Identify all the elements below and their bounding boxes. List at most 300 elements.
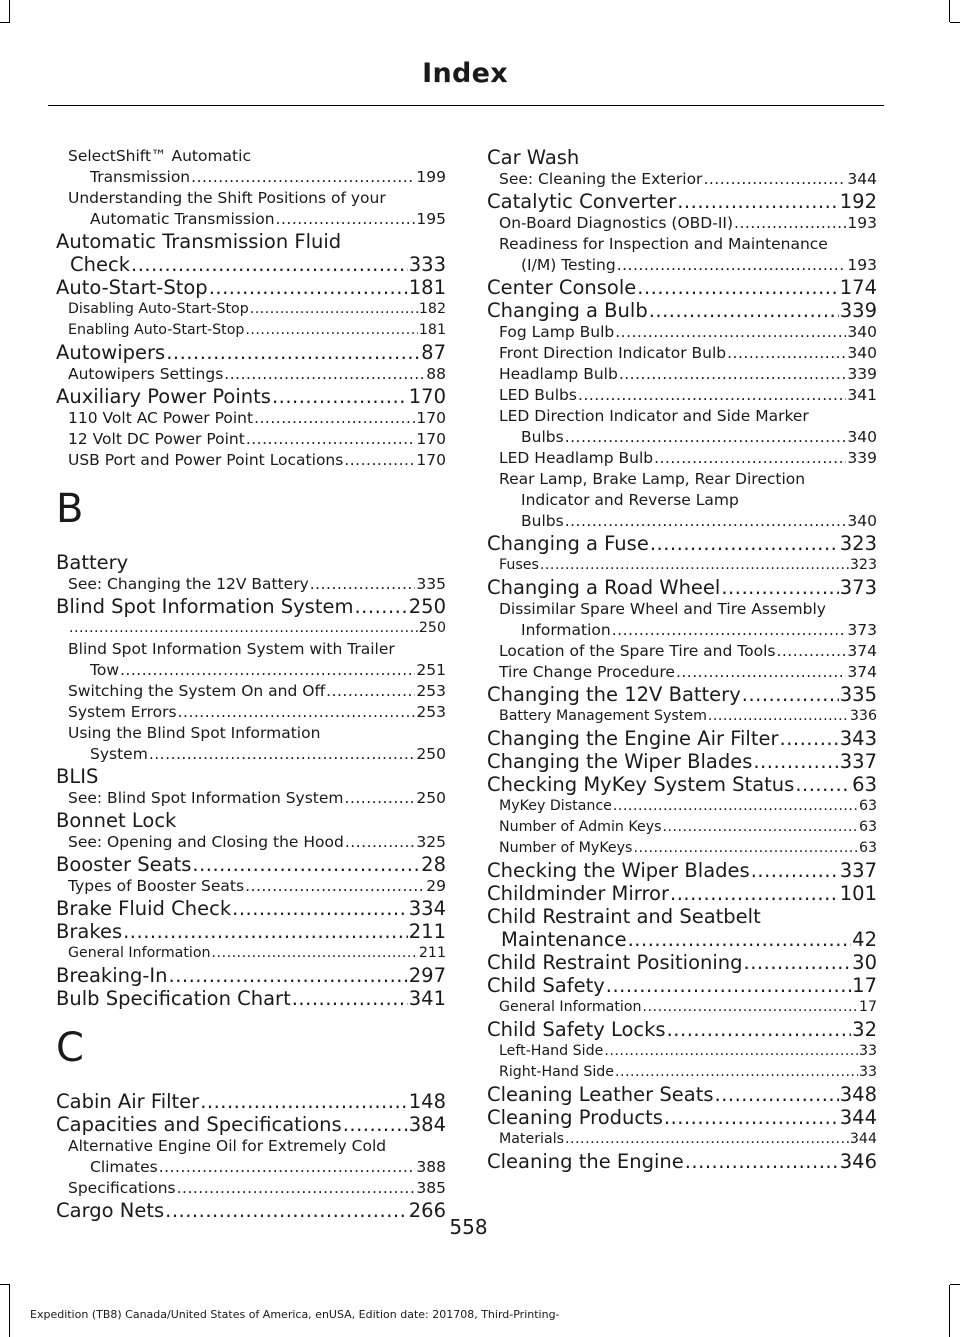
index-entry-text: General Information xyxy=(499,999,642,1015)
dot-leader xyxy=(343,1113,408,1136)
index-main-entry xyxy=(487,773,877,796)
dot-leader xyxy=(540,555,849,576)
dot-leader xyxy=(209,276,408,299)
index-entry-line xyxy=(487,1106,877,1129)
index-page-number: 323 xyxy=(839,532,877,555)
index-entry-text: Fuses xyxy=(499,557,539,573)
index-page-number: 63 xyxy=(852,773,877,796)
dot-leader xyxy=(250,299,418,320)
index-entry-line xyxy=(487,1150,877,1173)
dot-leader xyxy=(344,450,415,471)
index-sub-entry xyxy=(56,364,446,385)
index-page-number: 335 xyxy=(839,683,877,706)
index-entry-line xyxy=(68,1178,446,1199)
index-entry-text: Maintenance xyxy=(501,928,627,951)
index-main-entry xyxy=(487,905,877,951)
index-entry-line xyxy=(68,876,446,897)
index-entry-line xyxy=(499,817,877,838)
dot-leader xyxy=(565,511,847,532)
dot-leader xyxy=(795,773,851,796)
index-entry-text: Changing a Bulb xyxy=(487,299,648,322)
crop-mark xyxy=(9,1285,10,1337)
index-sub-entry xyxy=(56,1178,446,1199)
index-entry-text: Enabling Auto-Start-Stop xyxy=(68,322,245,338)
index-entry-text: Autowipers Settings xyxy=(68,365,224,383)
index-sub-entry xyxy=(487,817,877,838)
index-sub-entry xyxy=(487,1129,877,1150)
index-main-entry xyxy=(487,859,877,882)
dot-leader xyxy=(212,943,418,964)
crop-mark xyxy=(949,1285,950,1337)
index-section-letter: C xyxy=(56,1025,84,1071)
index-page-number: 87 xyxy=(421,341,446,364)
index-page-number: 17 xyxy=(852,974,877,997)
index-entry-line xyxy=(68,744,446,765)
index-sub-entry xyxy=(487,364,877,385)
index-page-number: 374 xyxy=(847,642,877,660)
index-entry-text: Automatic Transmission Fluid xyxy=(56,230,342,253)
index-entry-text: Alternative Engine Oil for Extremely Cold xyxy=(68,1137,387,1155)
index-main-entry xyxy=(487,1083,877,1106)
index-main-entry xyxy=(56,385,446,408)
index-page-number: 266 xyxy=(408,1199,446,1222)
index-page-number: 63 xyxy=(858,840,877,856)
dot-leader xyxy=(178,702,416,723)
index-entry-text: SelectShift™ Automatic xyxy=(68,147,251,165)
index-entry-text: Brake Fluid Check xyxy=(56,897,232,920)
index-entry-text: LED Direction Indicator and Side Marker xyxy=(499,407,809,425)
index-sub-entry xyxy=(487,641,877,662)
index-sub-entry xyxy=(487,322,877,343)
index-entry-line xyxy=(487,532,877,555)
index-sub-entry xyxy=(56,788,446,809)
index-main-entry xyxy=(56,964,446,987)
index-entry-text: Cleaning the Engine xyxy=(487,1150,684,1173)
index-entry-text: Cabin Air Filter xyxy=(56,1090,200,1113)
index-entry-text: Fog Lamp Bulb xyxy=(499,323,615,341)
dot-leader xyxy=(676,662,846,683)
index-entry-text: Materials xyxy=(499,1131,565,1147)
dot-leader xyxy=(649,299,839,322)
index-sub-entry xyxy=(56,450,446,471)
index-entry-text: Check xyxy=(70,253,130,276)
index-entry-line xyxy=(68,660,446,681)
dot-leader xyxy=(120,660,415,681)
index-entry-line xyxy=(68,681,446,702)
index-page-number: 88 xyxy=(426,365,446,383)
index-column-left xyxy=(56,146,446,1222)
index-entry-line xyxy=(499,555,877,576)
index-page-number: 30 xyxy=(852,951,877,974)
dot-leader xyxy=(246,429,416,450)
index-main-entry xyxy=(56,897,446,920)
index-entry-text: Cleaning Products xyxy=(487,1106,663,1129)
index-entry-line xyxy=(487,276,877,299)
index-page-number: 170 xyxy=(416,409,446,427)
index-entry-text: Blind Spot Information System with Trailer xyxy=(68,640,395,658)
dot-leader xyxy=(565,427,847,448)
index-page-number: 340 xyxy=(847,428,877,446)
index-entry-text: See: Opening and Closing the Hood xyxy=(68,833,344,851)
index-entry-text: Rear Lamp, Brake Lamp, Rear Direction xyxy=(499,470,806,488)
index-entry-text: MyKey Distance xyxy=(499,798,612,814)
index-entry-text: Understanding the Shift Positions of your xyxy=(68,189,386,207)
index-entry-line xyxy=(499,448,877,469)
index-entry-text: See: Changing the 12V Battery xyxy=(68,575,309,593)
index-sub-entry xyxy=(487,599,877,641)
index-entry-text: Changing a Fuse xyxy=(487,532,649,555)
index-sub-entry xyxy=(56,618,446,639)
index-entry-text: Location of the Spare Tire and Tools xyxy=(499,642,776,660)
index-heading: Bonnet Lock xyxy=(56,809,177,832)
index-main-entry xyxy=(487,750,877,773)
index-sub-entry xyxy=(56,943,446,964)
index-entry-text: Blind Spot Information System xyxy=(56,595,354,618)
dot-leader xyxy=(677,190,839,213)
index-entry-line xyxy=(68,299,446,320)
index-sub-entry xyxy=(56,574,446,595)
index-sub-entry xyxy=(56,146,446,188)
index-entry-line xyxy=(487,882,877,905)
index-entry-text: Cleaning Leather Seats xyxy=(487,1083,714,1106)
index-page-number: 339 xyxy=(847,365,877,383)
dot-leader xyxy=(613,796,858,817)
index-entry-line xyxy=(499,364,877,385)
index-heading: Battery xyxy=(56,551,129,574)
index-page-number: 170 xyxy=(416,451,446,469)
index-main-entry xyxy=(56,920,446,943)
index-entry-line xyxy=(56,853,446,876)
dot-leader xyxy=(354,595,407,618)
crop-mark xyxy=(949,0,950,22)
index-page-number: 193 xyxy=(847,214,877,232)
index-page-number: 251 xyxy=(416,661,446,679)
index-page-number: 32 xyxy=(852,1018,877,1041)
index-entry-line xyxy=(487,1018,877,1041)
dot-leader xyxy=(192,853,420,876)
index-entry-line xyxy=(499,838,877,859)
index-sub-entry xyxy=(56,408,446,429)
index-entry-line xyxy=(499,322,877,343)
index-entry-line xyxy=(68,832,446,853)
index-main-entry xyxy=(56,595,446,618)
dot-leader xyxy=(310,574,416,595)
index-sub-entry xyxy=(56,1136,446,1178)
index-entry-line xyxy=(487,951,877,974)
dot-leader xyxy=(703,169,846,190)
dot-leader xyxy=(670,882,839,905)
index-main-entry xyxy=(487,299,877,322)
index-sub-entry xyxy=(487,448,877,469)
index-entry-line xyxy=(487,727,877,750)
dot-leader xyxy=(628,928,852,951)
index-entry-text: Specifications xyxy=(68,1179,176,1197)
index-page-number: 199 xyxy=(416,168,446,186)
index-entry-line xyxy=(487,974,877,997)
index-entry-line xyxy=(487,683,877,706)
dot-leader xyxy=(232,897,408,920)
index-entry-line xyxy=(499,1129,877,1150)
index-entry-text: Types of Booster Seats xyxy=(68,877,245,895)
index-page-number: 17 xyxy=(858,999,877,1015)
index-entry-line xyxy=(499,641,877,662)
dot-leader xyxy=(742,683,839,706)
index-sub-entry xyxy=(487,469,877,532)
index-entry-text: Dissimilar Spare Wheel and Tire Assembly xyxy=(499,600,826,618)
index-main-entry xyxy=(487,882,877,905)
index-entry-line xyxy=(56,987,446,1010)
dot-leader xyxy=(245,876,425,897)
dot-leader xyxy=(169,964,408,987)
dot-leader xyxy=(606,974,851,997)
index-entry-line xyxy=(499,343,877,364)
page-title: Index xyxy=(422,58,508,89)
index-page-number: 182 xyxy=(418,301,446,317)
index-entry-text: Indicator and Reverse Lamp xyxy=(521,491,739,509)
index-entry-text: See: Blind Spot Information System xyxy=(68,789,344,807)
index-sub-entry xyxy=(487,706,877,727)
index-page-number: 336 xyxy=(849,708,877,724)
crop-mark xyxy=(0,1284,10,1285)
index-page-number: 250 xyxy=(416,745,446,763)
index-entry-text: Checking MyKey System Status xyxy=(487,773,795,796)
index-sub-entry xyxy=(56,188,446,230)
index-main-entry xyxy=(487,683,877,706)
dot-leader xyxy=(345,832,416,853)
index-entry-line xyxy=(499,385,877,406)
index-page-number: 335 xyxy=(416,575,446,593)
index-sub-entry xyxy=(56,299,446,320)
index-sub-entry xyxy=(56,876,446,897)
index-entry-text: Changing the Wiper Blades xyxy=(487,750,753,773)
index-page-number: 42 xyxy=(852,928,877,951)
index-sub-entry xyxy=(56,429,446,450)
dot-leader xyxy=(744,951,852,974)
dot-leader xyxy=(751,859,839,882)
index-entry-line xyxy=(68,1157,446,1178)
index-entry-line xyxy=(499,662,877,683)
index-page-number: 170 xyxy=(408,385,446,408)
index-entry-text: Using the Blind Spot Information xyxy=(68,724,321,742)
index-entry-text: Number of MyKeys xyxy=(499,840,633,856)
index-entry-text: Changing the Engine Air Filter xyxy=(487,727,779,750)
index-entry-text: System xyxy=(90,745,148,763)
dot-leader xyxy=(637,276,839,299)
index-page-number: 341 xyxy=(847,386,877,404)
index-entry-line xyxy=(487,299,877,322)
dot-leader xyxy=(667,1018,852,1041)
index-entry-text: Bulbs xyxy=(521,512,564,530)
index-page-number: 388 xyxy=(416,1158,446,1176)
index-entry-line xyxy=(68,408,446,429)
crop-mark xyxy=(0,22,10,23)
index-entry-text: Checking the Wiper Blades xyxy=(487,859,750,882)
dot-leader xyxy=(643,997,858,1018)
index-entry-text: Capacities and Specifications xyxy=(56,1113,342,1136)
index-main-entry xyxy=(56,1090,446,1113)
index-sub-entry xyxy=(487,1062,877,1083)
index-entry-line xyxy=(68,450,446,471)
index-entry-line xyxy=(68,788,446,809)
index-page-number: 253 xyxy=(416,682,446,700)
index-entry-line xyxy=(487,928,877,951)
dot-leader xyxy=(715,1083,839,1106)
index-entry-line xyxy=(56,1113,446,1136)
index-sub-entry xyxy=(487,997,877,1018)
index-page-number: 341 xyxy=(408,987,446,1010)
dot-leader xyxy=(565,1129,849,1150)
index-page-number: 374 xyxy=(847,663,877,681)
index-entry-text: Tire Change Procedure xyxy=(499,663,675,681)
index-entry-line xyxy=(56,1090,446,1113)
index-entry-text: 12 Volt DC Power Point xyxy=(68,430,245,448)
footer-edition: Expedition (TB8) Canada/United States of America, enUSA, Edition date: 201708, Third-Printing- xyxy=(30,1308,560,1321)
index-sub-entry xyxy=(487,169,877,190)
index-main-entry xyxy=(487,190,877,213)
index-page-number: 343 xyxy=(839,727,877,750)
index-sub-entry xyxy=(487,555,877,576)
dot-leader xyxy=(734,213,846,234)
dot-leader xyxy=(578,385,846,406)
dot-leader xyxy=(664,1106,839,1129)
index-entry-line xyxy=(68,167,446,188)
index-page-number: 181 xyxy=(408,276,446,299)
index-page-number: 334 xyxy=(408,897,446,920)
index-main-entry xyxy=(487,1018,877,1041)
index-entry-text: Automatic Transmission xyxy=(90,210,275,228)
index-entry-line xyxy=(499,997,877,1018)
index-main-entry xyxy=(56,853,446,876)
index-page-number: 344 xyxy=(847,170,877,188)
index-entry-line xyxy=(499,1041,877,1062)
index-entry-text: Tow xyxy=(90,661,119,679)
index-sub-entry xyxy=(487,838,877,859)
index-page-number: 148 xyxy=(408,1090,446,1113)
dot-leader xyxy=(721,576,838,599)
index-entry-text: See: Cleaning the Exterior xyxy=(499,170,703,188)
index-entry-text: Childminder Mirror xyxy=(487,882,670,905)
index-entry-line xyxy=(56,920,446,943)
index-entry-line xyxy=(68,618,446,639)
crop-mark xyxy=(9,0,10,22)
dot-leader xyxy=(326,681,415,702)
index-page-number: 340 xyxy=(847,323,877,341)
dot-leader xyxy=(123,920,408,943)
index-page-number: 181 xyxy=(418,322,446,338)
dot-leader xyxy=(345,788,416,809)
index-entry-line xyxy=(68,209,446,230)
index-entry-line xyxy=(487,750,877,773)
index-page-number: 340 xyxy=(847,512,877,530)
index-sub-entry xyxy=(56,832,446,853)
crop-mark xyxy=(950,1284,960,1285)
index-section-letter: B xyxy=(56,486,84,532)
index-entry-line xyxy=(56,385,446,408)
dot-leader xyxy=(615,322,846,343)
crop-mark xyxy=(950,22,960,23)
dot-leader xyxy=(654,448,846,469)
index-main-entry xyxy=(487,576,877,599)
index-entry-line xyxy=(487,859,877,882)
index-page-number: 195 xyxy=(416,210,446,228)
index-entry-line xyxy=(499,796,877,817)
index-sub-entry xyxy=(56,639,446,681)
index-page-number: 33 xyxy=(858,1064,877,1080)
index-page-number: 250 xyxy=(416,789,446,807)
index-page-number: 28 xyxy=(421,853,446,876)
index-entry-text: Center Console xyxy=(487,276,637,299)
index-entry-text: General Information xyxy=(68,945,211,961)
index-sub-entry xyxy=(487,1041,877,1062)
index-sub-entry xyxy=(487,796,877,817)
dot-leader xyxy=(166,341,420,364)
index-main-entry xyxy=(487,1150,877,1173)
index-sub-entry xyxy=(487,385,877,406)
dot-leader xyxy=(200,1090,408,1113)
index-page-number: 174 xyxy=(839,276,877,299)
index-entry-line xyxy=(499,169,877,190)
index-entry-text: Autowipers xyxy=(56,341,166,364)
dot-leader xyxy=(617,255,847,276)
index-main-entry xyxy=(56,230,446,276)
dot-leader xyxy=(615,1062,858,1083)
index-entry-line xyxy=(499,511,877,532)
index-entry-text: Readiness for Inspection and Maintenance xyxy=(499,235,828,253)
index-entry-text: LED Bulbs xyxy=(499,386,577,404)
index-entry-text: System Errors xyxy=(68,703,177,721)
index-entry-line xyxy=(56,897,446,920)
index-entry-text: Left-Hand Side xyxy=(499,1043,604,1059)
index-entry-text: Child Restraint Positioning xyxy=(487,951,743,974)
index-page-number: 211 xyxy=(418,945,446,961)
index-page-number: 323 xyxy=(849,557,877,573)
index-main-entry xyxy=(56,987,446,1010)
index-entry-text: Climates xyxy=(90,1158,158,1176)
index-page-number: 373 xyxy=(847,621,877,639)
index-main-entry xyxy=(487,974,877,997)
index-entry-text: Information xyxy=(521,621,611,639)
index-entry-line xyxy=(499,427,877,448)
index-page-number: 63 xyxy=(858,819,877,835)
index-entry-text: Cargo Nets xyxy=(56,1199,165,1222)
dot-leader xyxy=(131,253,408,276)
index-page-number: 325 xyxy=(416,833,446,851)
dot-leader xyxy=(245,320,418,341)
index-page-number: 337 xyxy=(839,750,877,773)
index-page-number: 63 xyxy=(858,798,877,814)
index-entry-line xyxy=(499,213,877,234)
header-rule xyxy=(48,105,884,106)
index-entry-line xyxy=(56,341,446,364)
index-page-number: 333 xyxy=(408,253,446,276)
index-entry-line xyxy=(68,364,446,385)
dot-leader xyxy=(633,838,858,859)
dot-leader xyxy=(177,1178,416,1199)
index-entry-text: Number of Admin Keys xyxy=(499,819,662,835)
index-page-number: 193 xyxy=(847,256,877,274)
index-entry-line xyxy=(487,190,877,213)
index-page-number: 373 xyxy=(839,576,877,599)
index-page-number: 29 xyxy=(426,877,446,895)
dot-leader xyxy=(708,706,849,727)
index-page-number: 344 xyxy=(839,1106,877,1129)
index-sub-entry xyxy=(56,702,446,723)
index-entry-text: Breaking-In xyxy=(56,964,168,987)
index-entry-line xyxy=(56,964,446,987)
index-entry-line xyxy=(487,773,877,796)
index-entry-line xyxy=(56,595,446,618)
index-main-entry xyxy=(487,532,877,555)
